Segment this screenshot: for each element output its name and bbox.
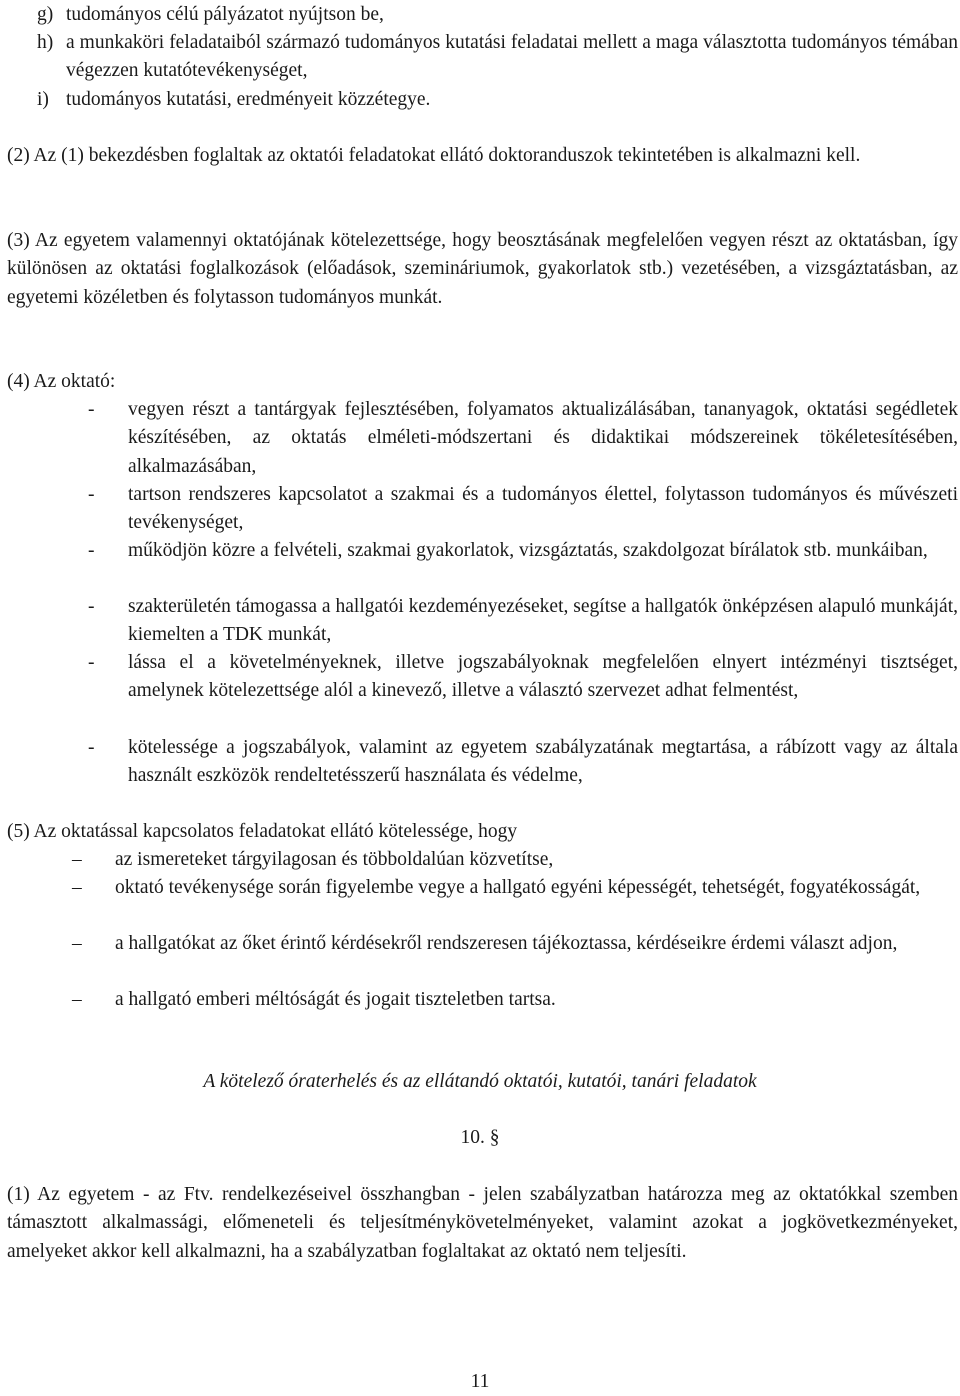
- dash-marker: –: [72, 989, 82, 1010]
- duty-item: [88, 396, 958, 481]
- section-10-paragraph-1: (1) Az egyetem - az Ftv. rendelkezéseivel összhangban - jelen szabályzatban határozza meg az oktatókkal szemben támasztott alkalmassági, előmeneteli és teljesítménykövetelményeket, valamint azokat a jogkövetkezményeket, amelyeket akkor kell alkalmazni, ha a szabályzatban foglaltakat az oktató nem teljesíti.: [7, 1184, 958, 1262]
- obligation-item: [72, 930, 958, 958]
- duty-text: szakterületén támogassa a hallgatói kezdeményezéseket, segítse a hallgatók önképzésen alapuló munkáját, kiemelten a TDK munkát,: [128, 596, 958, 646]
- list-text: tudományos kutatási, eredményeit közzétegye.: [66, 89, 431, 110]
- section-heading: A kötelező óraterhelés és az ellátandó oktatói, kutatói, tanári feladatok: [203, 1071, 757, 1092]
- list-item-i: [37, 86, 958, 114]
- duty-text: tartson rendszeres kapcsolatot a szakmai és a tudományos élettel, folytasson tudományos és művészeti tevékenységet,: [128, 484, 958, 534]
- dash-marker: -: [88, 596, 95, 617]
- list-item-g: [37, 1, 958, 29]
- page-number: 11: [470, 1371, 490, 1392]
- list-text: tudományos célú pályázatot nyújtson be,: [66, 4, 384, 25]
- dash-marker: -: [88, 399, 95, 420]
- dash-marker: -: [88, 737, 95, 758]
- duty-item: [88, 649, 958, 706]
- duty-text: működjön közre a felvételi, szakmai gyakorlatok, vizsgáztatás, szakdolgozat bírálatok stb. munkáiban,: [128, 540, 928, 561]
- obligation-item: [72, 846, 958, 874]
- duty-item: [88, 593, 958, 650]
- duty-item: [88, 481, 958, 538]
- dash-marker: -: [88, 652, 95, 673]
- paragraph-3: (3) Az egyetem valamennyi oktatójának kötelezettsége, hogy beosztásának megfelelően vegyen részt az oktatásban, így különösen az oktatási foglalkozások (előadások, szemináriumok, gyakorlatok stb.) vezetésében, a vizsgáztatásban, az egyetemi közéletben és folytasson tudományos munkát.: [7, 230, 958, 308]
- list-label: i): [37, 89, 49, 110]
- obligation-text: a hallgató emberi méltóságát és jogait tiszteletben tartsa.: [115, 989, 556, 1010]
- paragraph-5-label: (5) Az oktatással kapcsolatos feladatokat ellátó kötelessége, hogy: [7, 821, 518, 842]
- paragraph-2: (2) Az (1) bekezdésben foglaltak az oktatói feladatokat ellátó doktoranduszok tekintetében is alkalmazni kell.: [7, 145, 861, 166]
- duty-text: lássa el a követelményeknek, illetve jogszabályoknak megfelelően elnyert intézményi tisztséget, amelynek kötelezettsége alól a kinevező, illetve a választó szervezet adhat felmentést,: [128, 652, 958, 702]
- obligation-item: [72, 986, 958, 1014]
- dash-marker: –: [72, 877, 82, 898]
- list-label: g): [37, 4, 54, 25]
- duty-item: [88, 537, 958, 565]
- obligation-text: az ismereteket tárgyilagosan és többoldalúan közvetítse,: [115, 849, 554, 870]
- obligation-text: oktató tevékenysége során figyelembe vegye a hallgató egyéni képességét, tehetségét, fogyatékosságát,: [115, 877, 921, 898]
- list-text: a munkaköri feladataiból származó tudományos kutatási feladatai mellett a maga választotta tudományos témában végezzen kutatótevékenységet,: [66, 32, 958, 82]
- dash-marker: –: [72, 849, 82, 870]
- paragraph-4-label: (4) Az oktató:: [7, 371, 116, 392]
- duty-text: kötelessége a jogszabályok, valamint az egyetem szabályzatának megtartása, a rábízott vagy az általa használt eszközök rendeltetésszerű használata és védelme,: [128, 737, 958, 787]
- dash-marker: -: [88, 540, 95, 561]
- dash-marker: –: [72, 933, 82, 954]
- section-number: 10. §: [460, 1127, 500, 1148]
- list-item-h: [37, 29, 958, 86]
- obligation-text: a hallgatókat az őket érintő kérdésekről rendszeresen tájékoztassa, kérdéseikre érdemi választ adjon,: [115, 933, 898, 954]
- obligation-item: [72, 874, 958, 902]
- duty-item: [88, 734, 958, 791]
- list-label: h): [37, 32, 54, 53]
- duty-text: vegyen részt a tantárgyak fejlesztésében, folyamatos aktualizálásában, tananyagok, oktatási segédletek készítésében, az oktatás elméleti-módszertani és didaktikai módszereinek tökéletesítésében, alkalmazásában,: [128, 399, 958, 477]
- dash-marker: -: [88, 484, 95, 505]
